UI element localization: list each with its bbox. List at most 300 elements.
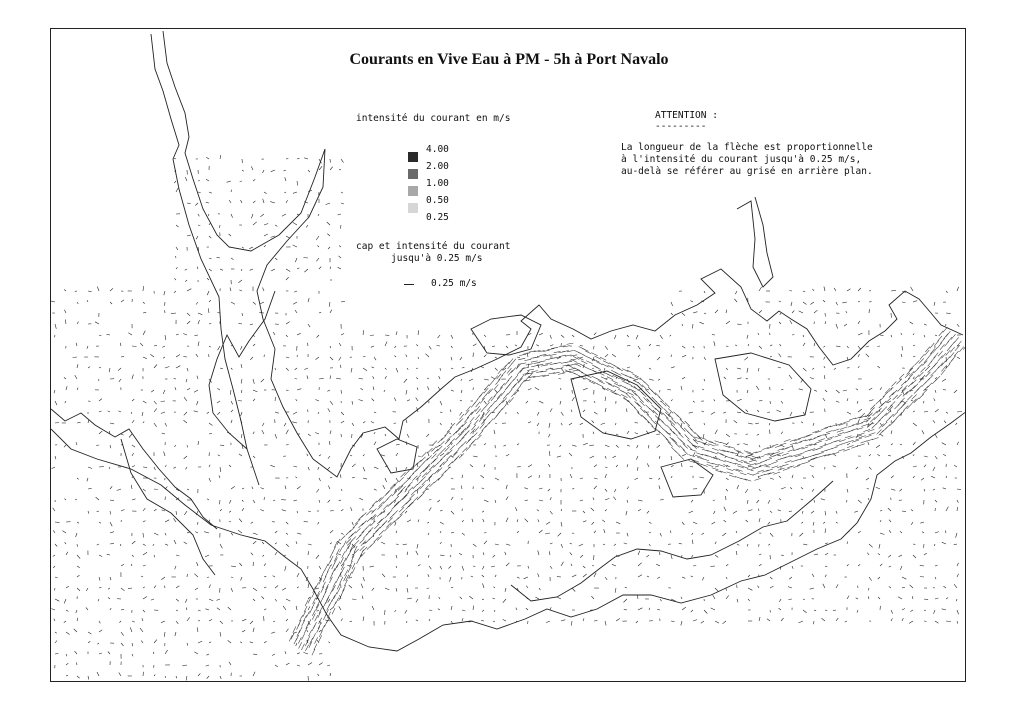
current-arrow (264, 245, 266, 247)
current-arrow (385, 434, 386, 436)
current-arrow (239, 563, 242, 566)
current-arrow (209, 619, 212, 621)
current-arrow (857, 401, 858, 404)
current-arrow (198, 610, 201, 611)
current-arrow (924, 489, 925, 491)
current-arrow (197, 627, 198, 632)
current-arrow (350, 621, 352, 622)
current-arrow (594, 412, 598, 414)
current-arrow (130, 627, 132, 632)
current-arrow (495, 478, 499, 480)
current-arrow (395, 522, 396, 526)
current-arrow (328, 486, 330, 489)
current-arrow (109, 368, 110, 372)
current-arrow (858, 500, 862, 503)
current-arrow (154, 489, 158, 490)
current-arrow (726, 434, 730, 437)
current-arrow (328, 599, 330, 602)
current-arrow (161, 577, 165, 580)
channel-arrow (359, 523, 364, 528)
current-arrow (97, 643, 99, 644)
current-arrow (132, 453, 134, 456)
current-arrow (957, 357, 960, 359)
current-arrow (132, 399, 134, 401)
current-arrow (66, 586, 69, 588)
channel-arrow (729, 475, 736, 477)
current-arrow (184, 420, 188, 423)
current-arrow (528, 465, 532, 467)
current-arrow (373, 387, 374, 391)
current-arrow (484, 335, 486, 337)
channel-arrow (892, 390, 897, 395)
current-arrow (572, 533, 574, 534)
current-arrow (394, 398, 396, 401)
current-arrow (880, 564, 882, 566)
current-arrow (154, 509, 157, 511)
current-arrow (241, 434, 242, 438)
current-arrow (363, 467, 365, 471)
current-arrow (473, 344, 476, 346)
current-arrow (714, 341, 715, 346)
current-arrow (264, 497, 265, 500)
current-arrow (847, 398, 848, 401)
current-arrow (539, 588, 540, 590)
current-arrow (877, 346, 880, 347)
current-arrow (238, 530, 242, 533)
channel-arrow (777, 453, 784, 455)
current-arrow (385, 588, 389, 590)
current-arrow (726, 489, 728, 491)
channel-arrow (906, 390, 911, 395)
current-arrow (165, 544, 168, 545)
channel-arrow (885, 425, 890, 430)
current-arrow (701, 411, 704, 412)
channel-arrow (346, 546, 349, 552)
current-arrow (780, 313, 781, 315)
current-arrow (286, 322, 290, 324)
current-arrow (702, 577, 704, 580)
current-arrow (372, 606, 374, 610)
current-arrow (110, 423, 114, 424)
current-arrow (286, 277, 289, 280)
current-arrow (438, 387, 440, 390)
current-arrow (99, 555, 102, 557)
current-arrow (143, 508, 145, 511)
current-arrow (117, 489, 121, 491)
current-arrow (557, 456, 561, 457)
channel-arrow (889, 393, 894, 398)
current-arrow (293, 222, 297, 225)
current-arrow (792, 310, 794, 313)
current-arrow (297, 158, 300, 159)
current-arrow (825, 610, 827, 611)
current-arrow (55, 335, 56, 337)
current-arrow (371, 422, 374, 424)
current-arrow (759, 287, 762, 291)
current-arrow (935, 577, 936, 579)
current-arrow (756, 386, 759, 390)
current-arrow (758, 333, 759, 335)
current-arrow (748, 344, 749, 346)
channel-arrow (554, 362, 561, 363)
current-arrow (206, 179, 209, 181)
channel-arrow (852, 428, 859, 430)
current-arrow (198, 441, 199, 445)
current-arrow (899, 489, 902, 491)
current-arrow (341, 421, 344, 423)
current-arrow (374, 489, 377, 490)
current-arrow (836, 618, 838, 621)
current-arrow (682, 355, 686, 357)
current-arrow (275, 586, 278, 589)
channel-arrow (938, 351, 943, 356)
channel-arrow (422, 452, 427, 457)
current-arrow (187, 445, 188, 448)
current-arrow (539, 401, 543, 403)
current-arrow (823, 346, 825, 347)
channel-arrow (543, 355, 550, 356)
current-arrow (572, 379, 574, 380)
channel-arrow (356, 528, 361, 533)
channel-arrow (917, 386, 922, 391)
current-arrow (570, 474, 572, 478)
current-arrow (217, 401, 220, 403)
current-arrow (328, 642, 330, 643)
current-arrow (73, 357, 77, 358)
current-arrow (260, 510, 264, 512)
legend-swatch (408, 203, 418, 213)
current-arrow (110, 532, 114, 533)
current-arrow (843, 390, 847, 391)
current-arrow (539, 488, 543, 489)
current-arrow (341, 390, 342, 394)
current-arrow (889, 520, 891, 522)
current-arrow (956, 423, 958, 425)
current-arrow (396, 555, 397, 558)
current-arrow (175, 632, 176, 636)
current-arrow (143, 565, 146, 566)
current-arrow (406, 420, 407, 424)
current-arrow (77, 302, 78, 304)
current-arrow (902, 618, 903, 621)
channel-arrow (333, 582, 336, 588)
current-arrow (954, 544, 957, 545)
channel-arrow (680, 446, 685, 451)
current-arrow (308, 170, 310, 172)
current-arrow (88, 676, 89, 680)
current-arrow (823, 300, 825, 302)
current-arrow (165, 465, 166, 467)
current-arrow (209, 433, 212, 434)
channel-arrow (639, 398, 644, 403)
current-arrow (209, 323, 211, 324)
channel-arrow (600, 357, 606, 360)
current-arrow (451, 346, 453, 348)
current-arrow (693, 522, 697, 524)
channel-arrow (293, 627, 296, 633)
current-arrow (700, 322, 705, 324)
current-arrow (273, 500, 275, 501)
current-arrow (110, 511, 111, 515)
current-arrow (154, 555, 155, 557)
current-arrow (186, 467, 187, 469)
current-arrow (847, 346, 849, 348)
current-arrow (723, 621, 727, 624)
channel-arrow (926, 372, 931, 377)
current-arrow (957, 287, 959, 291)
current-arrow (184, 397, 187, 401)
channel-arrow (524, 359, 531, 360)
current-arrow (933, 489, 935, 490)
current-arrow (55, 599, 59, 601)
channel-arrow (672, 438, 677, 443)
current-arrow (957, 489, 961, 490)
current-arrow (693, 620, 697, 621)
current-arrow (836, 302, 838, 305)
channel-arrow (778, 468, 785, 470)
current-arrow (702, 389, 704, 390)
current-arrow (462, 520, 464, 522)
current-arrow (407, 400, 410, 401)
current-arrow (869, 309, 870, 313)
channel-arrow (950, 352, 955, 357)
current-arrow (394, 346, 396, 348)
current-arrow (230, 390, 231, 395)
current-arrow (206, 157, 209, 159)
channel-arrow (489, 419, 494, 424)
current-arrow (416, 551, 418, 555)
current-arrow (803, 599, 805, 600)
current-arrow (659, 552, 660, 555)
current-arrow (957, 500, 958, 503)
current-arrow (205, 555, 209, 557)
current-arrow (803, 302, 807, 305)
current-arrow (175, 566, 176, 569)
current-arrow (494, 430, 495, 434)
current-arrow (605, 354, 608, 357)
current-arrow (823, 398, 825, 401)
channel-arrow (685, 435, 690, 440)
legend-swatch (408, 169, 418, 179)
channel-arrow (420, 469, 425, 474)
current-arrow (913, 555, 916, 558)
current-arrow (308, 467, 309, 470)
current-arrow (283, 170, 286, 171)
channel-arrow (783, 468, 790, 470)
current-arrow (506, 454, 509, 456)
channel-arrow (458, 418, 463, 423)
current-arrow (880, 434, 883, 436)
channel-arrow (453, 452, 458, 457)
current-arrow (902, 587, 905, 588)
current-arrow (836, 584, 838, 588)
channel-arrow (683, 449, 688, 454)
channel-arrow (712, 463, 719, 465)
current-arrow (341, 301, 345, 302)
current-arrow (271, 170, 275, 172)
current-arrow (922, 430, 924, 434)
current-arrow (670, 335, 672, 336)
current-arrow (374, 467, 378, 469)
current-arrow (460, 412, 463, 416)
current-arrow (704, 610, 707, 614)
current-arrow (636, 456, 638, 460)
legend-swatch (408, 152, 418, 162)
channel-arrow (651, 419, 656, 424)
current-arrow (657, 445, 660, 448)
current-arrow (726, 443, 729, 446)
current-arrow (484, 401, 487, 404)
channel-arrow (931, 357, 936, 362)
channel-arrow (882, 407, 887, 412)
coastline-south (51, 411, 966, 651)
current-arrow (86, 588, 88, 591)
channel-arrow (325, 564, 328, 570)
current-arrow (304, 269, 308, 272)
channel-arrow (390, 500, 395, 505)
current-arrow (899, 555, 902, 557)
current-arrow (427, 378, 429, 379)
current-arrow (176, 586, 179, 588)
current-arrow (440, 555, 444, 556)
current-arrow (868, 588, 869, 590)
current-arrow (747, 368, 748, 373)
current-arrow (339, 357, 341, 361)
current-arrow (924, 610, 926, 611)
channel-arrow (496, 397, 500, 402)
current-arrow (187, 388, 190, 390)
current-arrow (922, 532, 924, 533)
current-arrow (429, 507, 431, 511)
channel-arrow (401, 472, 406, 477)
current-arrow (296, 541, 297, 544)
current-arrow (338, 554, 342, 555)
current-arrow (734, 299, 737, 302)
current-arrow (693, 401, 695, 402)
current-arrow (462, 566, 464, 571)
current-arrow (594, 333, 596, 335)
current-arrow (880, 423, 882, 425)
current-arrow (506, 544, 510, 545)
current-arrow (176, 188, 178, 192)
current-arrow (592, 421, 594, 424)
current-arrow (440, 401, 442, 405)
current-arrow (140, 628, 143, 632)
current-arrow (726, 595, 729, 599)
channel-arrow (308, 597, 311, 603)
current-arrow (304, 521, 308, 522)
current-arrow (733, 511, 737, 514)
current-arrow (801, 422, 803, 423)
current-arrow (297, 533, 301, 534)
current-arrow (99, 367, 101, 368)
current-arrow (143, 521, 145, 522)
channel-arrow (721, 442, 728, 444)
current-arrow (372, 367, 374, 368)
channel-arrow (308, 619, 311, 625)
current-arrow (888, 455, 891, 456)
channel-arrow (351, 537, 356, 542)
current-arrow (198, 214, 199, 216)
current-arrow (352, 464, 356, 467)
current-arrow (349, 585, 352, 588)
channel-arrow (342, 552, 345, 558)
current-arrow (715, 588, 718, 591)
current-arrow (405, 511, 407, 513)
current-arrow (833, 466, 836, 467)
current-arrow (151, 390, 154, 392)
current-arrow (900, 566, 902, 570)
current-arrow (495, 423, 497, 424)
current-arrow (231, 258, 234, 260)
current-arrow (66, 632, 70, 635)
channel-arrow (880, 396, 885, 401)
current-arrow (735, 291, 737, 294)
current-arrow (888, 555, 891, 557)
current-arrow (363, 596, 364, 599)
channel-arrow (380, 510, 385, 515)
current-arrow (561, 522, 562, 527)
current-arrow (66, 675, 68, 676)
current-arrow (330, 607, 333, 610)
current-arrow (143, 544, 146, 546)
channel-arrow (707, 462, 714, 464)
current-arrow (285, 177, 286, 181)
channel-arrow (641, 392, 646, 397)
current-arrow (53, 530, 55, 533)
channel-arrow (591, 353, 597, 356)
current-arrow (118, 368, 121, 371)
current-arrow (407, 575, 408, 577)
current-arrow (604, 368, 605, 371)
current-arrow (275, 665, 278, 667)
current-arrow (646, 555, 649, 557)
channel-arrow (473, 399, 478, 404)
current-arrow (251, 214, 253, 218)
current-arrow (736, 531, 737, 533)
current-arrow (416, 345, 418, 347)
current-arrow (308, 324, 310, 327)
current-arrow (327, 665, 330, 666)
current-arrow (550, 335, 552, 339)
current-arrow (339, 246, 341, 247)
channel-arrow (702, 459, 709, 461)
channel-arrow (480, 423, 485, 428)
current-arrow (638, 575, 642, 577)
channel-arrow (574, 373, 580, 376)
current-arrow (295, 258, 297, 262)
current-arrow (143, 552, 147, 555)
current-arrow (781, 618, 784, 621)
current-arrow (451, 587, 453, 588)
current-arrow (946, 412, 948, 413)
current-arrow (493, 587, 495, 588)
current-arrow (813, 423, 814, 426)
current-arrow (292, 422, 297, 423)
current-arrow (935, 621, 939, 623)
current-arrow (550, 543, 553, 544)
channel-arrow (676, 429, 681, 434)
channel-arrow (502, 398, 507, 403)
channel-arrow (559, 355, 566, 356)
current-arrow (363, 577, 365, 581)
current-arrow (195, 588, 198, 590)
channel-arrow (946, 364, 951, 369)
channel-arrow (420, 492, 425, 497)
current-arrow (704, 291, 705, 293)
current-arrow (241, 346, 243, 350)
current-arrow (110, 577, 111, 580)
